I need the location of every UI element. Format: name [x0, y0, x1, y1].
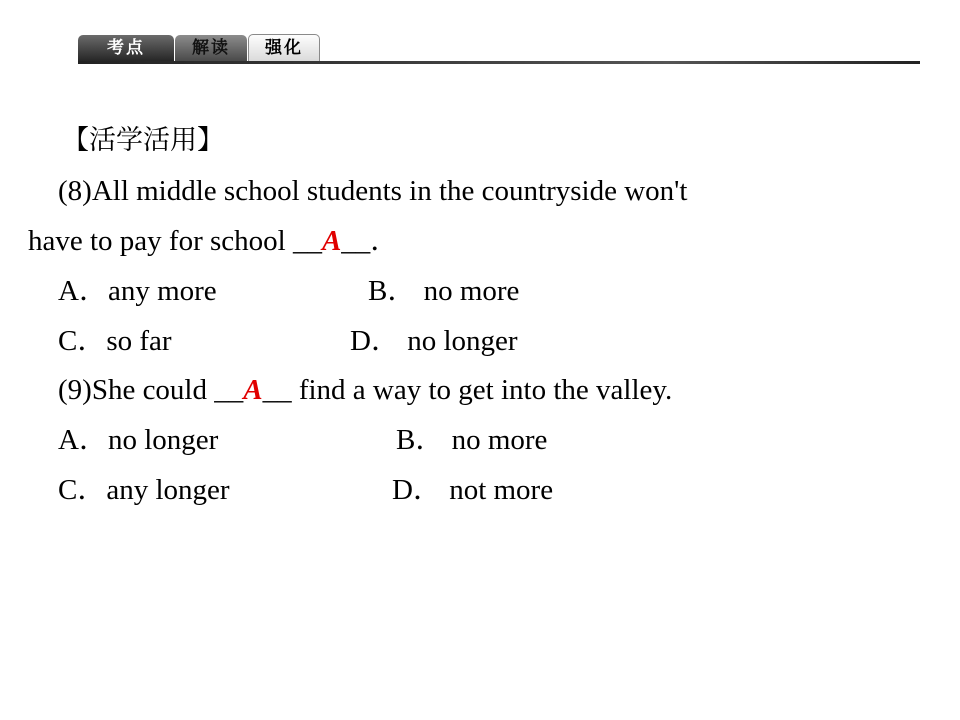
q8-option-c: C．so far	[58, 325, 172, 357]
q9-line	[58, 373, 672, 407]
q8-answer: A	[321, 225, 342, 257]
q8-line1: (8)All middle school students in the countryside won't	[58, 175, 688, 207]
q8-stem: have to pay for school __	[28, 225, 322, 257]
q9-option-a: A．no longer	[58, 424, 219, 456]
q8-option-a: A．any more	[58, 275, 217, 307]
q9-option-d: D． not more	[392, 474, 554, 506]
tab-kaodian[interactable]: 考点	[78, 35, 174, 61]
q8-blank-end: __．	[341, 225, 400, 257]
q9-answer: A	[243, 374, 263, 406]
tab-qianghua[interactable]: 强化	[248, 34, 320, 62]
q9-option-b: B． no more	[396, 424, 548, 456]
q8-line2	[28, 224, 399, 258]
q9-stem: (9)She could __	[58, 374, 244, 406]
tab-jiedu[interactable]: 解读	[175, 35, 247, 61]
q8-option-b: B． no more	[368, 275, 520, 307]
q9-stem-end: __ find a way to get into the valley.	[262, 374, 673, 406]
section-title: 【活学活用】	[62, 125, 224, 156]
q8-option-d: D． no longer	[350, 325, 518, 357]
q9-option-c: C．any longer	[58, 474, 230, 506]
header-tab-bar	[78, 35, 920, 63]
header-rule	[78, 61, 920, 64]
